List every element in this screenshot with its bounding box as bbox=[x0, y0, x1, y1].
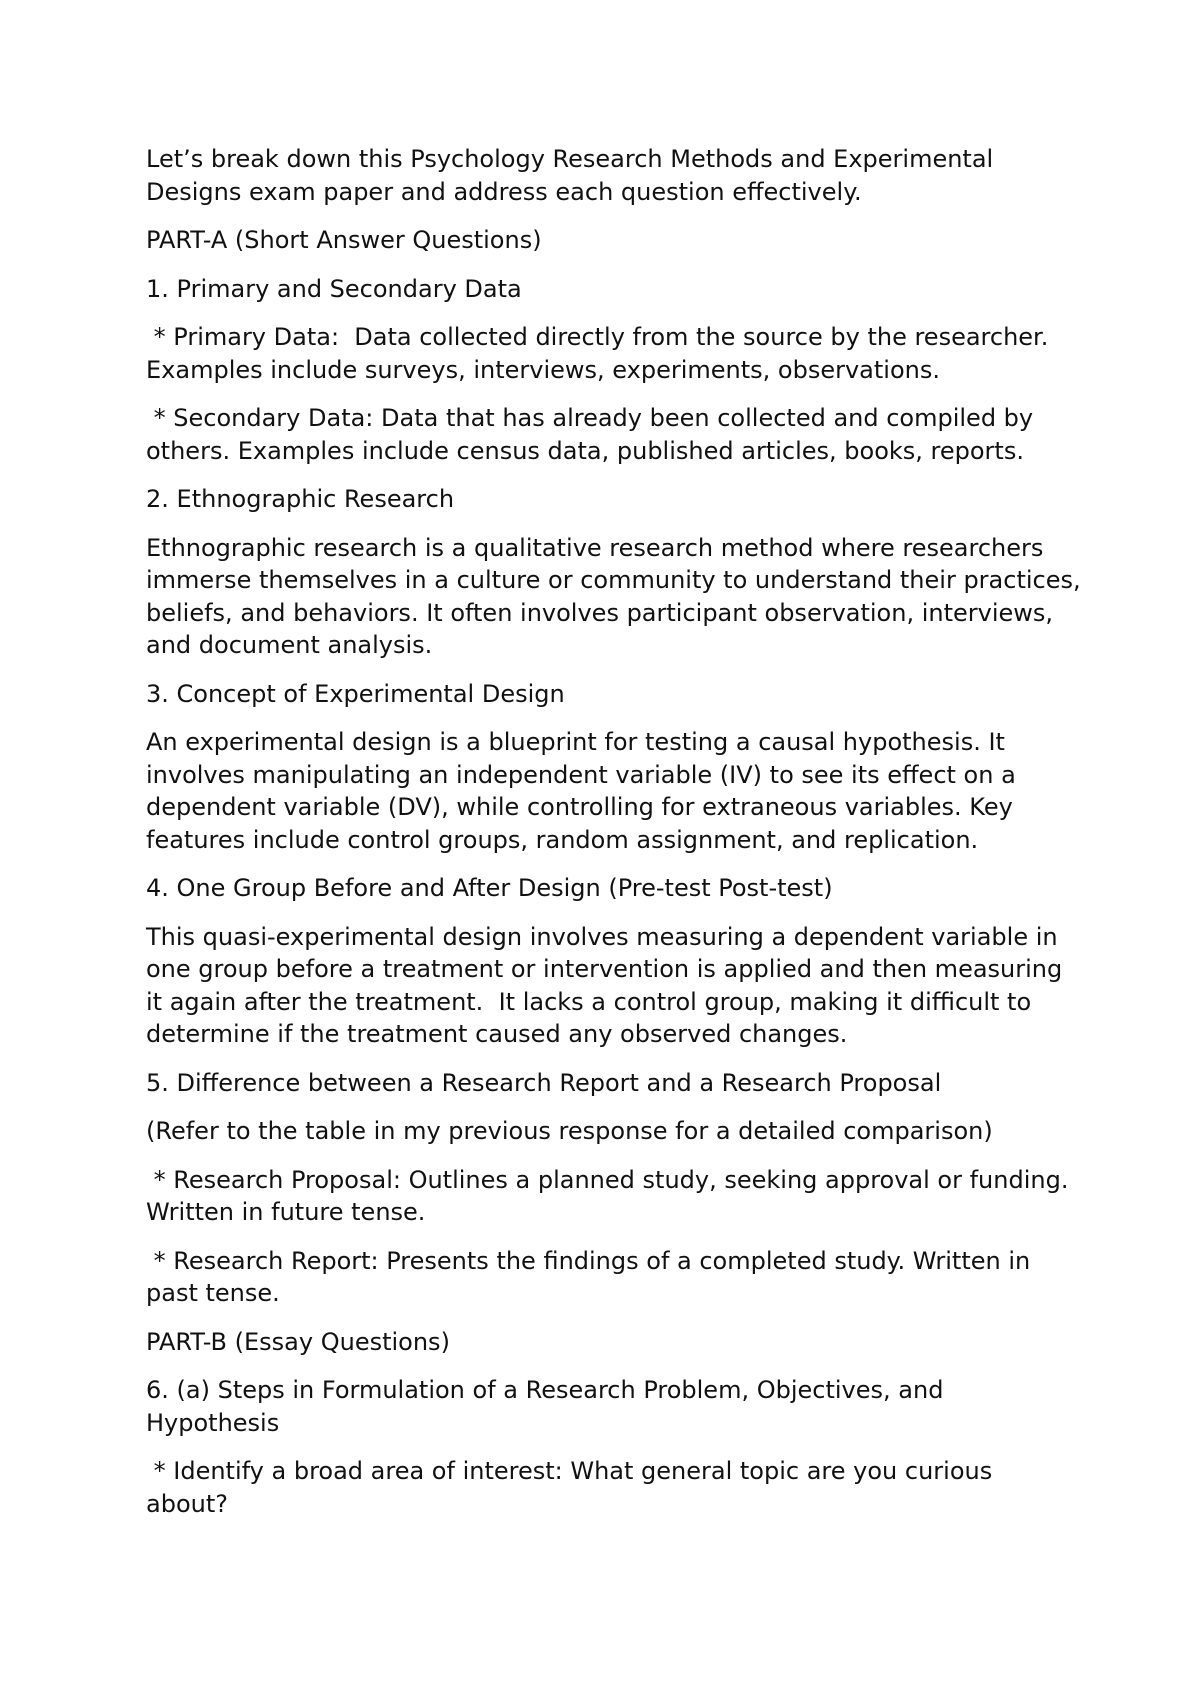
intro-paragraph: Let’s break down this Psychology Research Methods and Experimental Designs exam paper and address each question effectively. bbox=[146, 145, 1001, 206]
question-4-heading: 4. One Group Before and After Design (Pre-test Post-test) bbox=[146, 874, 833, 902]
broad-area-bullet: * Identify a broad area of interest: What general topic are you curious about? bbox=[146, 1457, 1000, 1518]
secondary-data-bullet: * Secondary Data: Data that has already been collected and compiled by others. Examples include census data, published articles, books, reports. bbox=[146, 404, 1041, 465]
primary-data-bullet: * Primary Data: Data collected directly from the source by the researcher. Examples include surveys, interviews, experiments, observations. bbox=[146, 323, 1056, 384]
question-2-heading: 2. Ethnographic Research bbox=[146, 485, 455, 513]
ethnographic-paragraph: Ethnographic research is a qualitative research method where researchers immerse themselves in a culture or community to understand their practices, beliefs, and behaviors. It often involves participant observation, interviews, and document analysis. bbox=[146, 533, 1089, 659]
comparison-note: (Refer to the table in my previous response for a detailed comparison) bbox=[146, 1117, 993, 1145]
question-1-heading: 1. Primary and Secondary Data bbox=[146, 274, 522, 303]
pretest-posttest-paragraph: This quasi-experimental design involves measuring a dependent variable in one group before a treatment or intervention is applied and then measuring it again after the treatment. It lacks a control group, making it difficult to determine if the treatment caused any observed changes. bbox=[146, 922, 1070, 1048]
document-body bbox=[146, 143, 1089, 1536]
part-a-heading: PART-A (Short Answer Questions) bbox=[146, 226, 542, 254]
part-b-heading: PART-B (Essay Questions) bbox=[146, 1327, 450, 1356]
research-proposal-bullet: * Research Proposal: Outlines a planned study, seeking approval or funding. Written in future tense. bbox=[146, 1165, 1077, 1226]
question-3-heading: 3. Concept of Experimental Design bbox=[146, 679, 565, 708]
research-report-bullet: * Research Report: Presents the findings of a completed study. Written in past tense. bbox=[146, 1246, 1038, 1307]
experimental-design-paragraph: An experimental design is a blueprint for testing a causal hypothesis. It involves manipulating an independent variable (IV) to see its effect on a dependent variable (DV), while controlling for extraneous variables. Key features include control groups, random assignment, and replication. bbox=[146, 728, 1024, 854]
question-6a-heading: 6. (a) Steps in Formulation of a Research Problem, Objectives, and Hypothesis bbox=[146, 1376, 952, 1437]
question-5-heading: 5. Difference between a Research Report and a Research Proposal bbox=[146, 1068, 942, 1097]
